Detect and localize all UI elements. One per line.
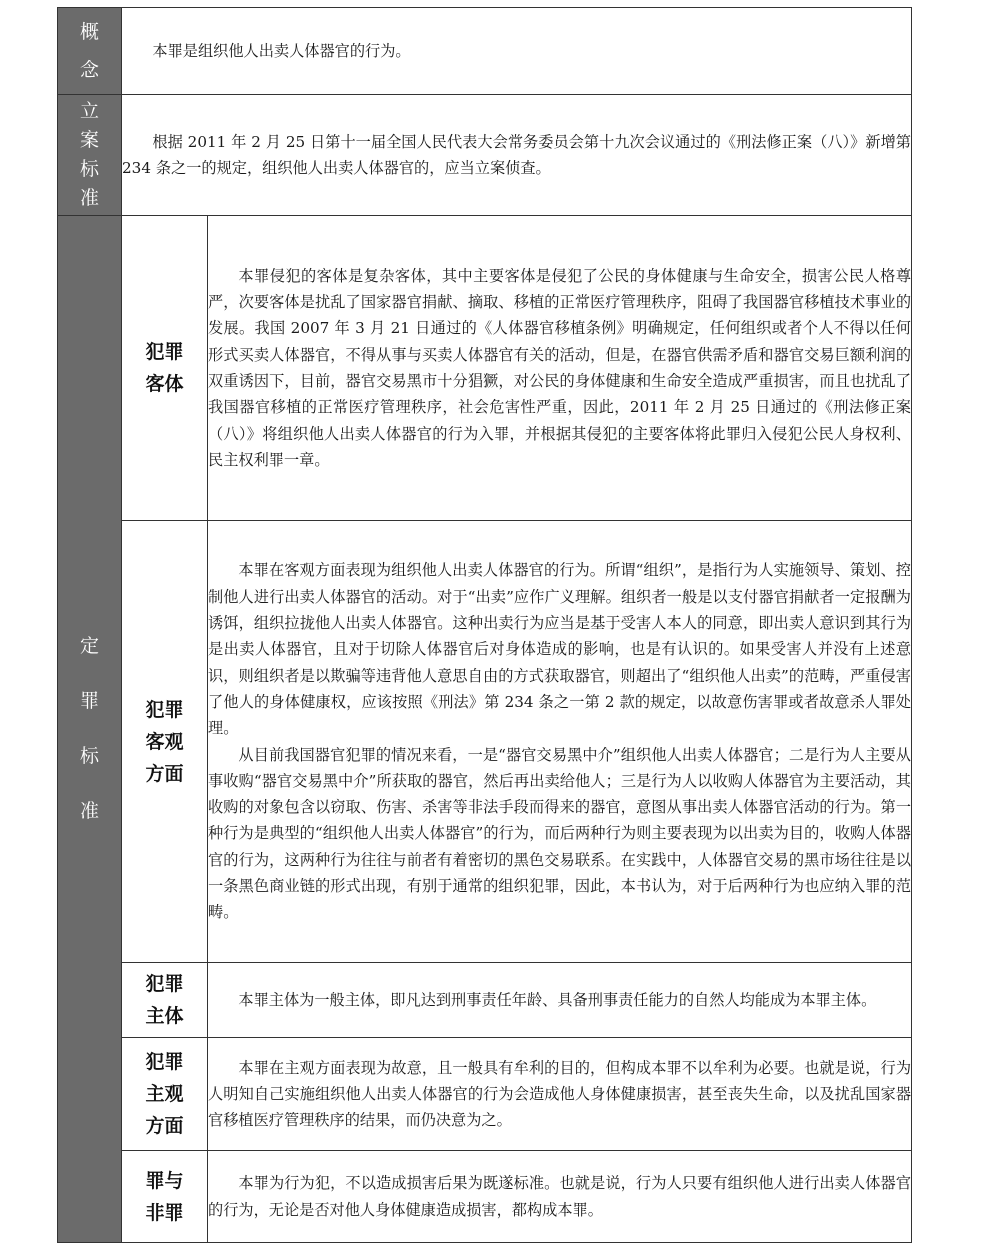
side-label-conviction-standard: 定 罪 标 准 xyxy=(58,216,122,1243)
row-crime-subject xyxy=(58,963,912,1038)
sub-label-crime-subjective: 犯罪 主观 方面 xyxy=(122,1038,208,1151)
row-crime-object xyxy=(58,216,912,521)
row-crime-subjective xyxy=(58,1038,912,1151)
legal-standards-table xyxy=(57,7,912,1243)
row-crime-objective xyxy=(58,521,912,963)
row-filing-standard xyxy=(58,95,912,216)
concept-text: 本罪是组织他人出卖人体器官的行为。 xyxy=(122,8,912,95)
row-concept xyxy=(58,8,912,95)
crime-objective-text: 本罪在客观方面表现为组织他人出卖人体器官的行为。所谓“组织”，是指行为人实施领导、策划、控制他人进行出卖人体器官的活动。对于“出卖”应作广义理解。组织者一般是以支付器官捐献者一定报酬为诱饵，组织拉拢他人出卖人体器官。这种出卖行为应当是基于受害人本人的同意，即出卖人意识到其行为是出卖人体器官，且对于切除人体器官后对身体造成的影响，也是有认识的。如果受害人并没有上述意识，则组织者是以欺骗等违背他人意思自由的方式获取器官，则超出了“组织他人出卖”的范畴，严重侵害了他人的身体健康权，应该按照《刑法》第 234 条之一第 2 款的规定，以故意伤害罪或者故意杀人罪处理。 从目前我国器官犯罪的情况来看，一是“器官交易黑中介”组织他人出卖人体器官；二是行为人主要从事收购“器官交易黑中介”所获取的器官，然后再出卖给他人；三是行为人以收购人体器官为主要活动，其收购的对象包含以窃取、伤害、杀害等非法手段而得来的器官，意图从事出卖人体器官活动的行为。第一种行为是典型的“组织他人出卖人体器官”的行为，而后两种行为则主要表现为以出卖为目的，收购人体器官的行为，这两种行为往往与前者有着密切的黑色交易联系。在实践中，人体器官交易的黑市场往往是以一条黑色商业链的形式出现，有别于通常的组织犯罪，因此，本书认为，对于后两种行为也应纳入罪的范畴。 xyxy=(208,521,912,963)
crime-object-text: 本罪侵犯的客体是复杂客体，其中主要客体是侵犯了公民的身体健康与生命安全，损害公民人格尊严，次要客体是扰乱了国家器官捐献、摘取、移植的正常医疗管理秩序，阻碍了我国器官移植技术事业的发展。我国 2007 年 3 月 21 日通过的《人体器官移植条例》明确规定，任何组织或者个人不得以任何形式买卖人体器官，不得从事与买卖人体器官有关的活动，但是，在器官供需矛盾和器官交易巨额利润的双重诱因下，目前，器官交易黑市十分猖獗，对公民的身体健康和生命安全造成严重损害，而且也扰乱了我国器官移植的正常医疗管理秩序，社会危害性严重，因此，2011 年 2 月 25 日通过的《刑法修正案（八）》将组织他人出卖人体器官的行为入罪，并根据其侵犯的主要客体将此罪归入侵犯公民人身权利、民主权利罪一章。 xyxy=(208,216,912,521)
side-label-filing-standard: 立 案 标 准 xyxy=(58,95,122,216)
crime-subjective-text: 本罪在主观方面表现为故意，且一般具有牟利的目的，但构成本罪不以牟利为必要。也就是说，行为人明知自己实施组织他人出卖人体器官的行为会造成他人身体健康损害，甚至丧失生命，以及扰乱国家器官移植医疗管理秩序的结果，而仍决意为之。 xyxy=(208,1038,912,1151)
row-crime-distinction xyxy=(58,1151,912,1243)
crime-distinction-text: 本罪为行为犯，不以造成损害后果为既遂标准。也就是说，行为人只要有组织他人进行出卖人体器官的行为，无论是否对他人身体健康造成损害，都构成本罪。 xyxy=(208,1151,912,1243)
side-label-concept: 概 念 xyxy=(58,8,122,95)
sub-label-crime-distinction: 罪与 非罪 xyxy=(122,1151,208,1243)
filing-standard-text: 根据 2011 年 2 月 25 日第十一届全国人民代表大会常务委员会第十九次会议通过的《刑法修正案（八）》新增第 234 条之一的规定，组织他人出卖人体器官的，应当立案侦查。 xyxy=(122,95,912,216)
sub-label-crime-objective: 犯罪 客观 方面 xyxy=(122,521,208,963)
crime-subject-text: 本罪主体为一般主体，即凡达到刑事责任年龄、具备刑事责任能力的自然人均能成为本罪主体。 xyxy=(208,963,912,1038)
sub-label-crime-object: 犯罪 客体 xyxy=(122,216,208,521)
sub-label-crime-subject: 犯罪 主体 xyxy=(122,963,208,1038)
